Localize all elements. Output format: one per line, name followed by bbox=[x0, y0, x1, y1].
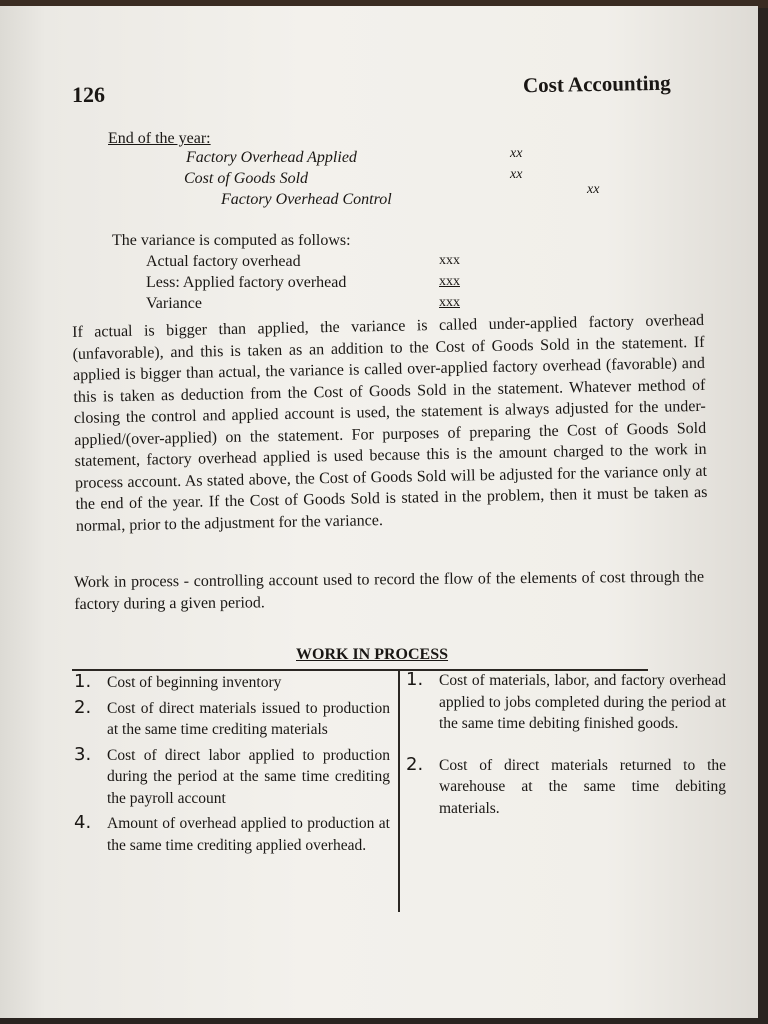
journal-heading: End of the year: bbox=[108, 130, 211, 147]
item-text: Amount of overhead applied to production at the same time crediting applied overhead. bbox=[107, 815, 390, 854]
t-account-title: WORK IN PROCESS bbox=[296, 646, 449, 663]
item-number: 1. bbox=[74, 671, 92, 692]
item-text: Cost of beginning inventory bbox=[107, 674, 282, 691]
t-account-center-rule bbox=[398, 669, 400, 912]
running-title: Cost Accounting bbox=[522, 70, 671, 98]
t-account-debits bbox=[74, 672, 390, 860]
list-item bbox=[74, 672, 390, 694]
variance-row-value: xxx bbox=[439, 253, 460, 268]
list-item bbox=[406, 670, 726, 735]
variance-row-value: xxx bbox=[439, 295, 460, 310]
t-account-credits bbox=[406, 670, 726, 823]
item-number: 2. bbox=[406, 753, 424, 775]
body-paragraph: If actual is bigger than applied, the variance is called under-applied factory overhead (unfavorable), and this is taken as an addition to the Cost of Goods Sold in the statement. If applied is bigger than actual, the variance is called over-applied factory overhead (favorable) and this is taken as deduction from the Cost of Goods Sold in the statement. Whatever method of closing the control and applied account is used, the statement is always adjusted for the under-applied/(over-applied) on the statement. For purposes of preparing the Cost of Goods Sold statement, factory overhead applied is used because this is the amount charged to the work in process account. As stated above, the Cost of Goods Sold will be adjusted for the variance only at the end of the year. If the Cost of Goods Sold is stated in the problem, then it must be taken as normal, prior to the adjustment for the variance. bbox=[72, 311, 708, 535]
book-page bbox=[0, 6, 758, 1018]
variance-row-label: Actual factory overhead bbox=[146, 253, 301, 270]
item-number: 2. bbox=[74, 696, 92, 718]
journal-debit-2-amount: xx bbox=[510, 167, 523, 182]
variance-row-label: Variance bbox=[146, 295, 202, 312]
item-text: Cost of direct labor applied to production during the period at the same time crediting the payroll account bbox=[107, 746, 390, 807]
variance-intro: The variance is computed as follows: bbox=[112, 232, 351, 249]
item-text: Cost of materials, labor, and factory overhead applied to jobs completed during the period at the same time debiting finished goods. bbox=[439, 672, 726, 732]
item-text: Cost of direct materials returned to the warehouse at the same time debiting materials. bbox=[439, 756, 726, 817]
journal-debit-2: Cost of Goods Sold bbox=[184, 170, 309, 187]
journal-credit-amount: xx bbox=[587, 182, 600, 197]
journal-debit-1: Factory Overhead Applied bbox=[186, 149, 357, 166]
variance-row-label: Less: Applied factory overhead bbox=[146, 274, 347, 291]
journal-credit: Factory Overhead Control bbox=[221, 191, 392, 208]
journal-debit-1-amount: xx bbox=[510, 146, 523, 161]
item-number: 3. bbox=[74, 743, 92, 765]
item-number: 4. bbox=[74, 812, 92, 833]
body-paragraph: Work in process - controlling account used to record the flow of the elements of cost through the factory during a given period. bbox=[74, 568, 705, 613]
variance-row-value: xxx bbox=[439, 274, 460, 289]
item-number: 1. bbox=[406, 669, 424, 690]
page-number: 126 bbox=[72, 82, 105, 107]
list-item bbox=[74, 698, 390, 741]
list-item bbox=[406, 755, 726, 820]
list-item bbox=[74, 745, 390, 810]
list-item bbox=[74, 813, 390, 856]
item-text: Cost of direct materials issued to production at the same time crediting materials bbox=[107, 699, 390, 738]
